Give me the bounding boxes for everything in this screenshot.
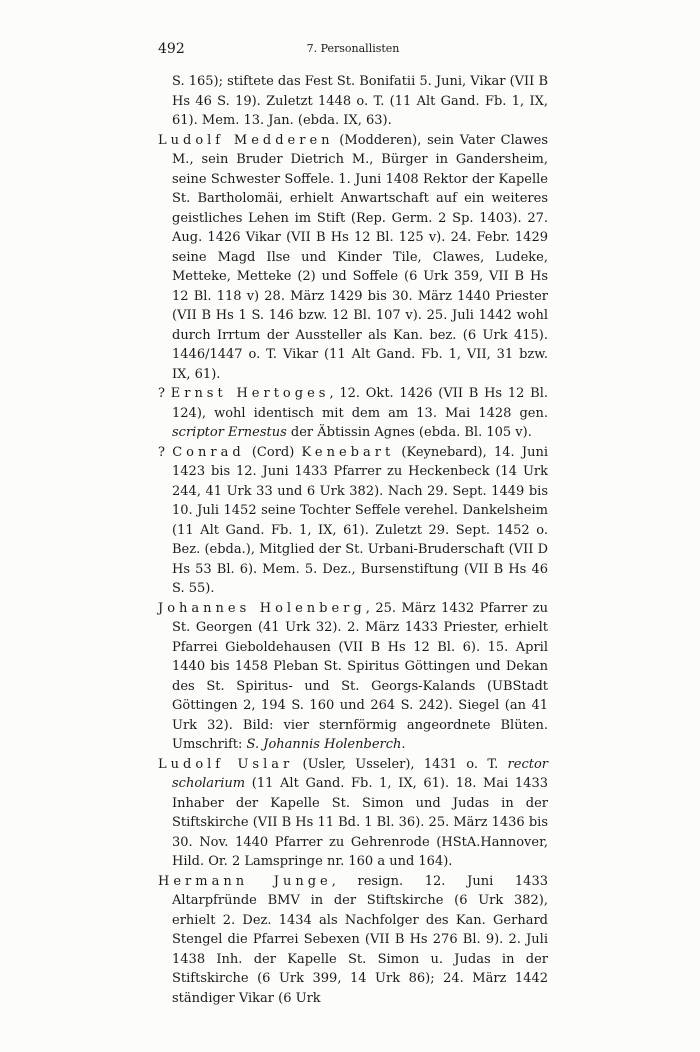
entry-text: S. 165); stiftete das Fest St. Bonifatii 5. Juni, Vikar (VII B Hs 46 S. 19). Zuletzt 1448 o. T. (11 Alt Gand. Fb. 1, IX, 61). Mem. 13. Jan. (ebda. IX, 63). — [172, 74, 549, 128]
name-variant: (Cord) — [244, 444, 302, 460]
entry-text-italic: S. Johannis Holenberch. — [246, 737, 406, 752]
entry-conrad-kenebart — [158, 443, 548, 599]
entry-ludolf-uslar — [158, 755, 548, 872]
person-name: Ernst Hertoges — [170, 386, 330, 401]
entry-text: , resign. 12. Juni 1433 Altarpfründe BMV in der Stiftskirche (6 Urk 382), erhielt 2. Dez. 1434 als Nachfolger des Kan. Gerhard Stengel die Pfarrei Sebexen (VII B Hs 276 Bl. 9). 2. Juli 1438 Inh. der Kapelle St. Simon u. Judas in der Stiftskirche (6 Urk 399, 14 Urk 86); 24. März 1442 ständiger Vikar (6 Urk — [172, 873, 548, 1006]
entry-johannes-holenberg — [158, 599, 548, 755]
entry-continuation — [158, 72, 548, 131]
entry-text: (Keynebard), 14. Juni 1423 bis 12. Juni 1433 Pfarrer zu Heckenbeck (14 Urk 244, 41 Urk 33 und 6 Urk 382). Nach 29. Sept. 1449 bis 10. Juli 1452 seine Tochter Seffele verehel. Dankelsheim (11 Alt Gand. Fb. 1, IX, 61). Zuletzt 29. Sept. 1452 o. Bez. (ebda.), Mitglied der St. Urbani-Bruderschaft (VII D Hs 53 Bl. 6). Mem. 5. Dez., Bursenstiftung (VII B Hs 46 S. 55). — [172, 444, 548, 596]
page-number: 492 — [158, 41, 185, 57]
person-surname: Kenebart — [301, 444, 395, 460]
entry-text: (11 Alt Gand. Fb. 1, IX, 61). 18. Mai 1433 Inhaber der Kapelle St. Simon und Judas in der Stiftskirche (VII B Hs 11 Bd. 1 Bl. 36). 25. März 1436 bis 30. Nov. 1440 Pfarrer zu Gehrenrode (HStA.Hannover, Hild. Or. 2 Lamspringe nr. 160 a und 164). — [172, 776, 548, 869]
person-name: Hermann Junge — [158, 873, 332, 889]
person-name: Ludolf Uslar — [158, 756, 294, 772]
page-header — [158, 41, 548, 59]
uncertain-marker: ? — [158, 386, 171, 401]
running-title: 7. Personallisten — [306, 42, 400, 55]
entry-hermann-junge — [158, 872, 548, 1009]
entry-text: der Äbtissin Agnes (ebda. Bl. 105 v). — [286, 425, 532, 440]
person-name: Ludolf Medderen — [158, 132, 334, 148]
entry-list — [158, 72, 548, 1008]
entry-text: , 25. März 1432 Pfarrer zu St. Georgen (41 Urk 32). 2. März 1433 Priester, erhielt Pfarrei Gieboldehausen (VII B Hs 12 Bl. 6). 15. April 1440 bis 1458 Pleban St. Spiritus Göttingen und Dekan des St. Spiritus- und St. Georgs-Kalands (UBStadt Göttingen 2, 194 S. 160 und 264 S. 242). Siegel (an 41 Urk 32). Bild: vier sternförmig angeordnete Blüten. Umschrift: — [172, 600, 549, 752]
entry-text-italic: rector scholarium — [172, 756, 549, 791]
person-name: Johannes Holenberg — [158, 600, 366, 616]
uncertain-marker: ? — [158, 444, 173, 460]
entry-text: (Usler, Usseler), 1431 o. T. — [293, 756, 508, 772]
entry-text-italic: scriptor Ernestus — [172, 425, 287, 440]
entry-text: (Modderen), sein Vater Clawes M., sein Bruder Dietrich M., Bürger in Gandersheim, seine Schwester Soffele. 1. Juni 1408 Rektor der Kapelle St. Bartholomäi, erhielt Anwartschaft auf ein weiteres geistliches Lehen im Stift (Rep. Germ. 2 Sp. 1403). 27. Aug. 1426 Vikar (VII B Hs 12 Bl. 125 v). 24. Febr. 1429 seine Magd Ilse und Kinder Tile, Clawes, Ludeke, Metteke, Metteke (2) und Soffele (6 Urk 359, VII B Hs 12 Bl. 118 v) 28. März 1429 bis 30. März 1440 Priester (VII B Hs 1 S. 146 bzw. 12 Bl. 107 v). 25. Juli 1442 wohl durch Irrtum der Aussteller als Kan. bez. (6 Urk 415). 1446/1447 o. T. Vikar (11 Alt Gand. Fb. 1, VII, 31 bzw. IX, 61). — [172, 132, 548, 382]
person-name: Conrad — [172, 444, 245, 460]
entry-text: , 12. Okt. 1426 (VII B Hs 12 Bl. 124), wohl identisch mit dem am 13. Mai 1428 gen. — [172, 386, 548, 421]
entry-ludolf-medderen — [158, 131, 548, 385]
entry-ernst-hertoges — [158, 384, 548, 443]
